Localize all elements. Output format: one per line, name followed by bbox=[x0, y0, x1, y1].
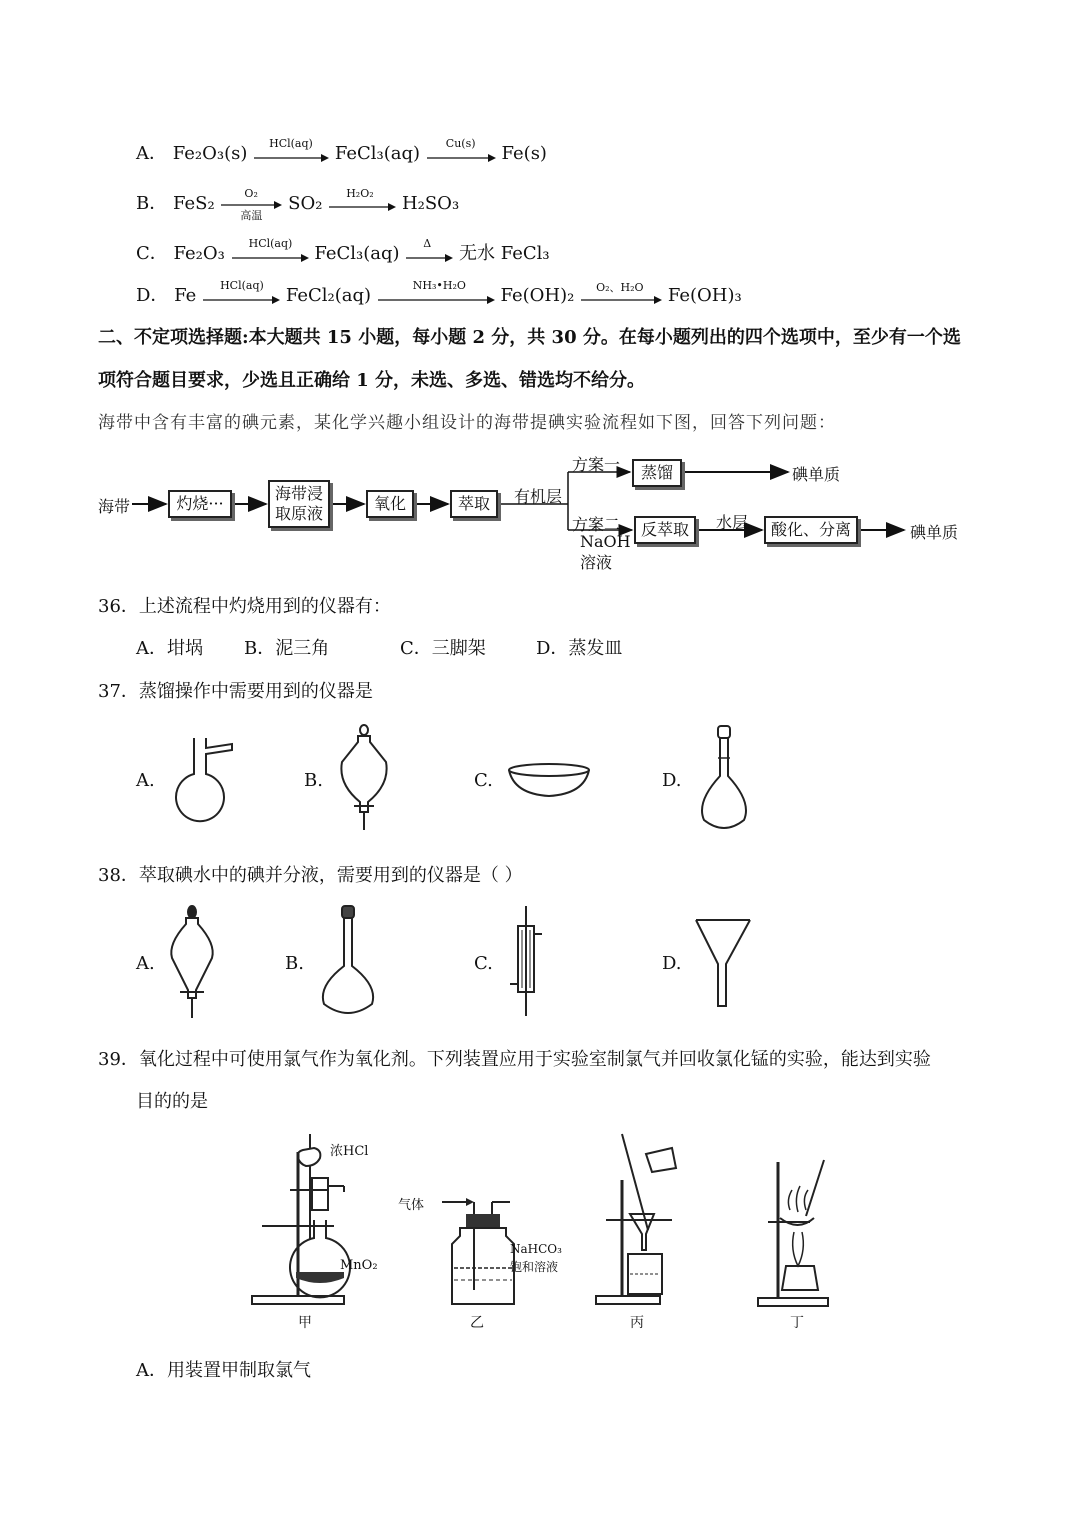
flow-step-back-extract: 反萃取 bbox=[634, 516, 696, 544]
caption-bing: 丙 bbox=[630, 1315, 644, 1331]
caption-ding: 丁 bbox=[790, 1315, 804, 1331]
flow-plan1-label: 方案一 bbox=[572, 455, 621, 474]
reaction-arrow bbox=[580, 281, 662, 307]
flow-organic-layer: 有机层 bbox=[514, 487, 563, 506]
q35-option-a bbox=[136, 139, 547, 165]
label-saturated-solution: 饱和溶液 bbox=[510, 1260, 559, 1274]
option-label: C． bbox=[136, 243, 168, 264]
intermediate: FeCl₃(aq) bbox=[334, 143, 421, 164]
caption-jia: 甲 bbox=[298, 1315, 312, 1331]
flow-step-burn: 灼烧··· bbox=[168, 490, 232, 518]
intermediate-2: Fe(OH)₂ bbox=[500, 285, 575, 306]
reagent-label: Cu(s) bbox=[445, 137, 476, 150]
q38-stem: 38．萃取碘水中的碘并分液，需要用到的仪器是（ ） bbox=[98, 865, 523, 886]
flow-naoh: NaOH bbox=[580, 532, 631, 551]
q37-option-a-label: A. bbox=[136, 770, 155, 791]
evaporating-dish-icon bbox=[504, 762, 594, 802]
reagent-label: H₂O₂ bbox=[346, 187, 374, 200]
condition-label: Δ bbox=[423, 237, 432, 250]
q38-option-d-label: D. bbox=[662, 953, 682, 974]
q37-option-d-label: D. bbox=[662, 770, 682, 791]
flow-plan2-label: 方案二 bbox=[572, 515, 621, 534]
q36-option-c: C．三脚架 bbox=[400, 638, 486, 659]
reaction-arrow bbox=[405, 237, 453, 265]
intermediate: SO₂ bbox=[288, 193, 323, 214]
q39-option-a: A．用装置甲制取氯气 bbox=[136, 1360, 311, 1381]
intermediate: FeCl₂(aq) bbox=[285, 285, 372, 306]
funnel-icon bbox=[694, 914, 754, 1014]
section-header-line2: 项符合题目要求，少选且正确给 1 分，未选、多选、错选均不给分。 bbox=[98, 370, 646, 391]
q37-stem: 37．蒸馏操作中需要用到的仪器是 bbox=[98, 681, 373, 702]
option-label: B． bbox=[136, 193, 168, 214]
reagent-label: NH₃•H₂O bbox=[412, 279, 466, 292]
flow-water-layer: 水层 bbox=[716, 513, 749, 532]
flow-naoh-solution: 溶液 bbox=[580, 553, 613, 572]
volumetric-flask-icon bbox=[694, 724, 754, 834]
q37-option-b-label: B. bbox=[304, 770, 323, 791]
q35-option-d bbox=[136, 281, 742, 307]
reagent-label: O₂ bbox=[244, 187, 258, 200]
label-mno2: MnO₂ bbox=[340, 1258, 378, 1273]
reagent-label: HCl(aq) bbox=[269, 137, 313, 150]
q36-option-a: A．坩埚 bbox=[136, 638, 203, 659]
label-nahco3: NaHCO₃ bbox=[510, 1242, 562, 1256]
reactant: FeS₂ bbox=[172, 193, 215, 214]
separatory-funnel-icon bbox=[162, 904, 222, 1020]
reactant: Fe₂O₃(s) bbox=[172, 143, 248, 164]
flow-step-leach: 海带浸取原液 bbox=[268, 480, 330, 528]
q35-option-b bbox=[136, 187, 460, 222]
flow-step-acidify: 酸化、分离 bbox=[764, 516, 858, 544]
reaction-arrow bbox=[377, 279, 495, 307]
q38-option-b-label: B. bbox=[285, 953, 304, 974]
reagent-label: HCl(aq) bbox=[220, 279, 264, 292]
intro-text: 海带中含有丰富的碘元素，某化学兴趣小组设计的海带提碘实验流程如下图，回答下列问题： bbox=[98, 413, 836, 433]
product: 无水 FeCl₃ bbox=[459, 243, 550, 264]
condenser-icon bbox=[506, 904, 546, 1020]
q38-option-c-label: C. bbox=[474, 953, 493, 974]
reaction-arrow bbox=[253, 137, 329, 165]
product: Fe(s) bbox=[501, 143, 547, 164]
reactant: Fe bbox=[174, 285, 197, 306]
reagent-label: O₂、H₂O bbox=[596, 281, 644, 294]
flow-step-extract: 萃取 bbox=[450, 490, 498, 518]
reaction-arrow bbox=[220, 187, 282, 222]
reagent-label: HCl(aq) bbox=[248, 237, 293, 250]
q39-stem-line2: 目的的是 bbox=[136, 1091, 208, 1112]
q36-option-d: D．蒸发皿 bbox=[536, 638, 623, 659]
evaporation-apparatus bbox=[754, 1150, 864, 1330]
label-gas: 气体 bbox=[398, 1198, 425, 1213]
section-header-line1: 二、不定项选择题:本大题共 15 小题，每小题 2 分，共 30 分。在每小题列出的四个选项中，至少有一个选 bbox=[98, 327, 961, 348]
distillation-flask-icon bbox=[166, 734, 256, 834]
flow-connectors bbox=[0, 450, 1080, 580]
condition-label: 高温 bbox=[240, 209, 263, 222]
label-conc-hcl: 浓HCl bbox=[330, 1144, 369, 1159]
volumetric-flask-icon bbox=[314, 904, 384, 1020]
separatory-funnel-icon bbox=[334, 722, 394, 832]
reaction-arrow bbox=[328, 187, 396, 215]
reaction-arrow bbox=[426, 137, 496, 165]
filtration-apparatus bbox=[592, 1130, 702, 1310]
reaction-arrow bbox=[202, 279, 280, 307]
q38-option-a-label: A. bbox=[136, 953, 155, 974]
product: Fe(OH)₃ bbox=[667, 285, 742, 306]
q36-stem: 36．上述流程中灼烧用到的仪器有： bbox=[98, 596, 391, 617]
q35-option-c bbox=[136, 239, 550, 265]
q39-stem-line1: 39．氧化过程中可使用氯气作为氧化剂。下列装置应用于实验室制氯气并回收氯化锰的实验，能达到实验 bbox=[98, 1049, 931, 1070]
reactant: Fe₂O₃ bbox=[173, 243, 225, 264]
q36-option-b: B．泥三角 bbox=[244, 638, 330, 659]
flow-diagram bbox=[0, 450, 1080, 580]
intermediate: FeCl₃(aq) bbox=[314, 243, 400, 264]
flow-step-distill: 蒸馏 bbox=[632, 459, 682, 487]
flow-plan1-product: 碘单质 bbox=[792, 465, 841, 484]
option-label: D． bbox=[136, 285, 169, 306]
q37-option-c-label: C. bbox=[474, 770, 493, 791]
reaction-arrow bbox=[231, 237, 309, 265]
product: H₂SO₃ bbox=[401, 193, 460, 214]
flow-start: 海带 bbox=[98, 497, 131, 516]
flow-step-oxidize: 氧化 bbox=[366, 490, 414, 518]
option-label: A． bbox=[136, 143, 167, 164]
caption-yi: 乙 bbox=[470, 1315, 484, 1331]
flow-plan2-product: 碘单质 bbox=[910, 523, 959, 542]
